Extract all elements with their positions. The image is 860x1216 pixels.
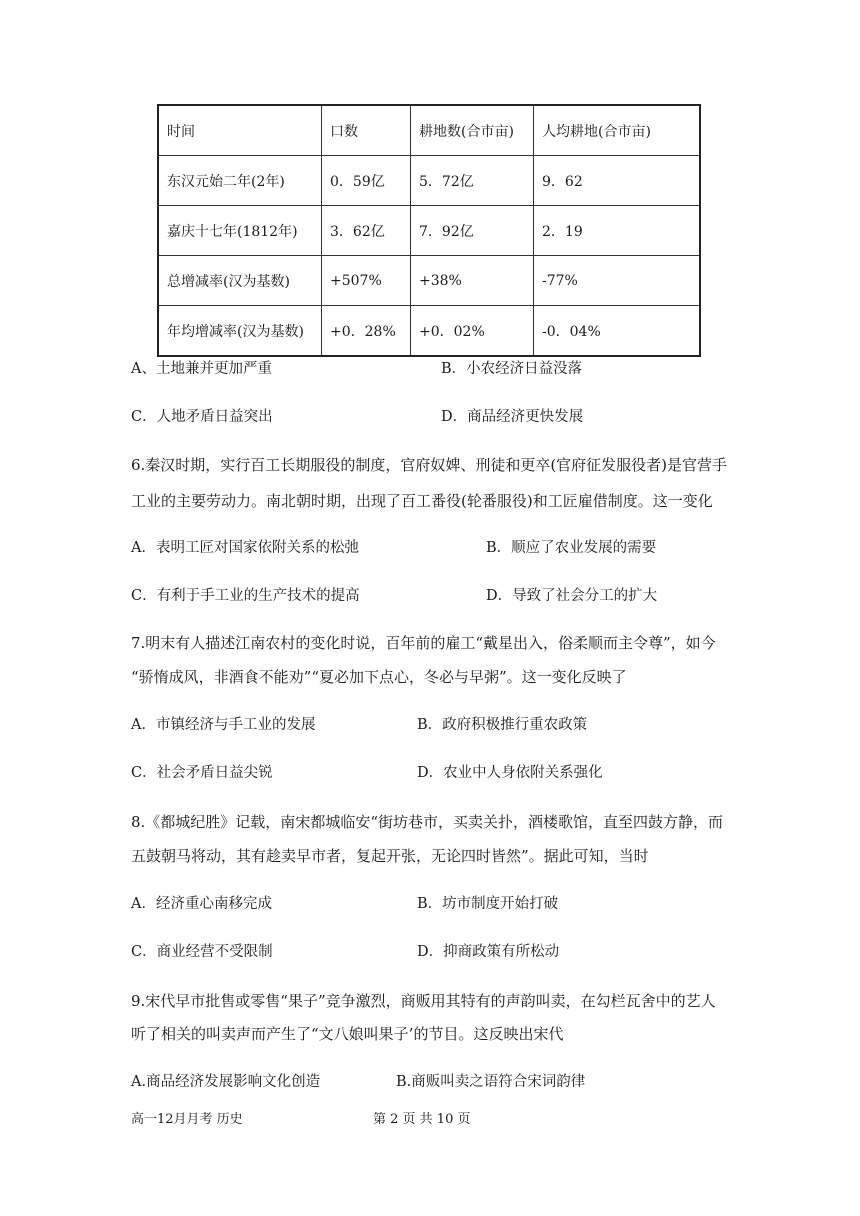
table-header-cell: 时间 bbox=[158, 105, 322, 156]
table-cell: 年均增减率(汉为基数) bbox=[158, 306, 322, 357]
q6-option-a: A．表明工匠对国家依附关系的松弛 bbox=[131, 540, 359, 556]
table-cell: 3．62亿 bbox=[322, 206, 411, 256]
q8-stem-line-2: 五鼓朝马将动，其有趁卖早市者，复起开张，无论四时皆然”。据此可知，当时 bbox=[131, 847, 649, 865]
table-cell: -0．04% bbox=[534, 306, 701, 357]
table-cell: 2．19 bbox=[534, 206, 701, 256]
table-header-row bbox=[158, 105, 700, 156]
footer-page-number: 第 2 页 共 10 页 bbox=[373, 1112, 471, 1127]
table-cell: 5．72亿 bbox=[411, 156, 534, 206]
q6-stem-line-2: 工业的主要劳动力。南北朝时期，出现了百工番役(轮番服役)和工匠雇借制度。这一变化 bbox=[131, 492, 713, 510]
table-cell: 9．62 bbox=[534, 156, 701, 206]
table-cell: -77% bbox=[534, 256, 701, 306]
q9-option-b: B.商贩叫卖之语符合宋词韵律 bbox=[396, 1074, 586, 1090]
q7-stem-line-2: “骄惰成风，非酒食不能劝”“夏必加下点心，冬必与早粥”。这一变化反映了 bbox=[131, 668, 627, 686]
table-header-cell: 口数 bbox=[322, 105, 411, 156]
table-cell: +507% bbox=[322, 256, 411, 306]
q6-stem-line-1: 6.秦汉时期，实行百工长期服役的制度，官府奴婢、刑徒和更卒(官府征发服役者)是官营手 bbox=[131, 456, 728, 474]
table-row bbox=[158, 156, 700, 206]
q8-option-d: D．抑商政策有所松动 bbox=[417, 944, 560, 960]
q7-option-c: C．社会矛盾日益尖锐 bbox=[131, 765, 273, 781]
table-cell: 嘉庆十七年(1812年) bbox=[158, 206, 322, 256]
table-cell: 总增减率(汉为基数) bbox=[158, 256, 322, 306]
q9-stem-line-2: 听了相关的叫卖声而产生了“文八娘叫果子’的节目。这反映出宋代 bbox=[131, 1025, 564, 1043]
footer-exam-name: 高一12月月考 历史 bbox=[131, 1112, 243, 1127]
table-row bbox=[158, 206, 700, 256]
table-cell: 0．59亿 bbox=[322, 156, 411, 206]
population-farmland-table bbox=[157, 104, 701, 357]
q8-option-b: B．坊市制度开始打破 bbox=[417, 896, 559, 912]
q6-option-d: D．导致了社会分工的扩大 bbox=[486, 588, 658, 604]
q8-option-a: A．经济重心南移完成 bbox=[131, 896, 272, 912]
table-cell: 东汉元始二年(2年) bbox=[158, 156, 322, 206]
q8-option-c: C．商业经营不受限制 bbox=[131, 944, 273, 960]
q7-stem-line-1: 7.明末有人描述江南农村的变化时说，百年前的雇工“戴星出入，俗柔顺而主令尊”，如今 bbox=[131, 634, 716, 652]
q7-option-d: D．农业中人身依附关系强化 bbox=[417, 765, 603, 781]
q5-option-c: C．人地矛盾日益突出 bbox=[131, 409, 273, 425]
table-cell: 7．92亿 bbox=[411, 206, 534, 256]
q9-option-a: A.商品经济发展影响文化创造 bbox=[131, 1074, 321, 1090]
table-cell: +0．02% bbox=[411, 306, 534, 357]
table-row bbox=[158, 256, 700, 306]
q9-stem-line-1: 9.宋代早市批售或零售“果子”竞争激烈，商贩用其特有的声韵叫卖，在勾栏瓦舍中的艺人 bbox=[131, 992, 716, 1010]
q6-option-b: B．顺应了农业发展的需要 bbox=[486, 540, 657, 556]
q7-option-b: B．政府积极推行重农政策 bbox=[417, 717, 588, 733]
table-header-cell: 耕地数(合市亩) bbox=[411, 105, 534, 156]
table-cell: +0．28% bbox=[322, 306, 411, 357]
table-cell: +38% bbox=[411, 256, 534, 306]
q8-stem-line-1: 8.《都城纪胜》记载，南宋都城临安“街坊巷市，买卖关扑，酒楼歌馆，直至四鼓方静，而 bbox=[131, 813, 723, 831]
q6-option-c: C．有利于手工业的生产技术的提高 bbox=[131, 588, 360, 604]
q7-option-a: A．市镇经济与手工业的发展 bbox=[131, 717, 316, 733]
table-header-cell: 人均耕地(合市亩) bbox=[534, 105, 701, 156]
q5-option-a: A、土地兼并更加严重 bbox=[131, 361, 272, 377]
q5-option-b: B．小农经济日益没落 bbox=[441, 361, 583, 377]
table-row bbox=[158, 306, 700, 357]
q5-option-d: D．商品经济更快发展 bbox=[441, 409, 584, 425]
